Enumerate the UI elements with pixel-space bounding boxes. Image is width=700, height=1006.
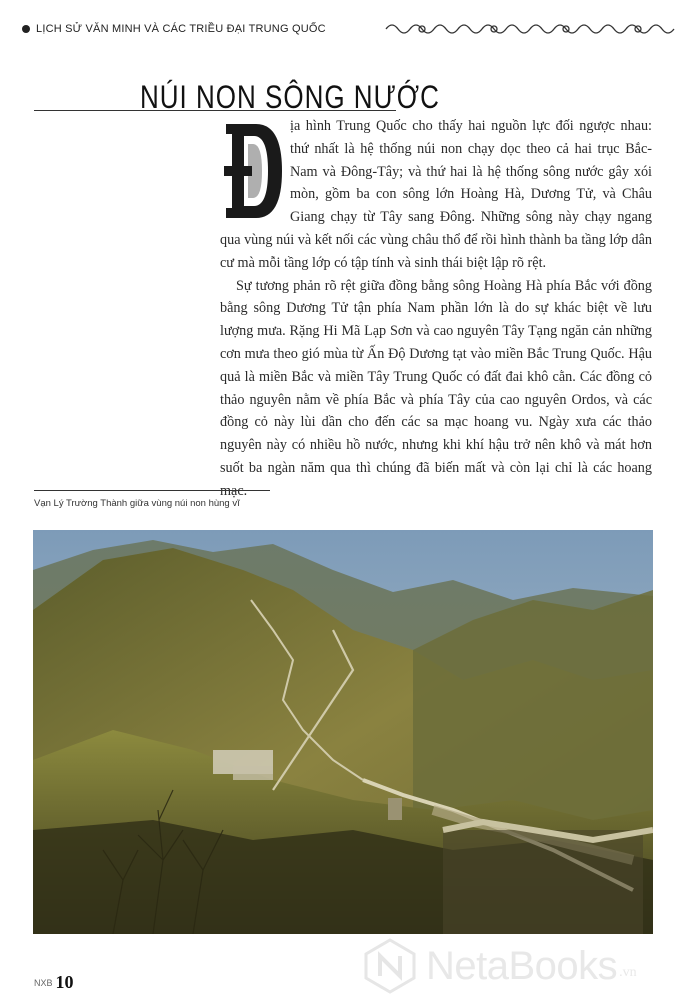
page-number-area: [34, 972, 74, 993]
book-title: LỊCH SỬ VĂN MINH VÀ CÁC TRIỀU ĐẠI TRUNG QUỐC: [36, 23, 326, 35]
running-header: [22, 18, 682, 40]
paragraph-2: Sự tương phản rõ rệt giữa đồng bằng sông Hoàng Hà phía Bắc với đồng bằng sông Dương Tử tận phía Nam phần lớn là do sự khác biệt về lưu lượng mưa. Rặng Hi Mã Lạp Sơn và cao nguyên Tây Tạng ngăn cản những cơn mưa theo gió mùa từ Ấn Độ Dương tạt vào miền Bắc Trung Quốc. Hậu quả là miền Bắc và miền Tây Trung Quốc có đất đai khô cằn. Các đồng cỏ thảo nguyên nằm về phía Bắc và phía Tây của cao nguyên Ordos, và các đồng cỏ này lùi dần cho đến các sa mạc hoang vu. Ngày xưa các thảo nguyên này có nhiều hồ nước, nhưng khi khí hậu trở nên khô và mát hơn suốt ba ngàn năm qua thì chúng đã biến mất và còn lại chỉ là các hoang mạc.: [220, 277, 652, 499]
watermark: [362, 936, 682, 996]
watermark-suffix: .vn: [619, 965, 637, 980]
page-number: 10: [55, 972, 74, 992]
netabooks-logo-icon: [362, 938, 418, 994]
paragraph-1: ịa hình Trung Quốc cho thấy hai nguồn lực đối ngược nhau: thứ nhất là hệ thống núi non chạy dọc theo cả hai trục Bắc-Nam và Đông-Tây; và thứ hai là hệ thống sông nước gây xói mòn, gồm ba con sông lớn Hoàng Hà, Dương Tử, và Châu Giang chạy từ Tây sang Đông. Những sông này chạy ngang qua vùng núi và kết nối các vùng châu thổ để rồi hình thành ba tầng lớp dân cư mà mỗi tầng lớp có tập tính và sinh thái biệt lập rõ rệt.: [220, 118, 652, 271]
publisher-mark: NXB: [34, 977, 53, 988]
section-title: NÚI NON SÔNG NƯỚC: [140, 78, 440, 116]
title-divider: [34, 110, 396, 111]
caption-divider: [34, 490, 270, 491]
drop-cap-letter: Đ: [278, 222, 279, 223]
ornament-border-icon: [382, 20, 682, 38]
watermark-brand: NetaBooks: [426, 943, 618, 988]
photo-caption: Vạn Lý Trường Thành giữa vùng núi non hùng vĩ: [34, 498, 240, 509]
article-body: [220, 115, 652, 503]
bullet-icon: [22, 25, 30, 33]
great-wall-photo: [33, 530, 653, 934]
